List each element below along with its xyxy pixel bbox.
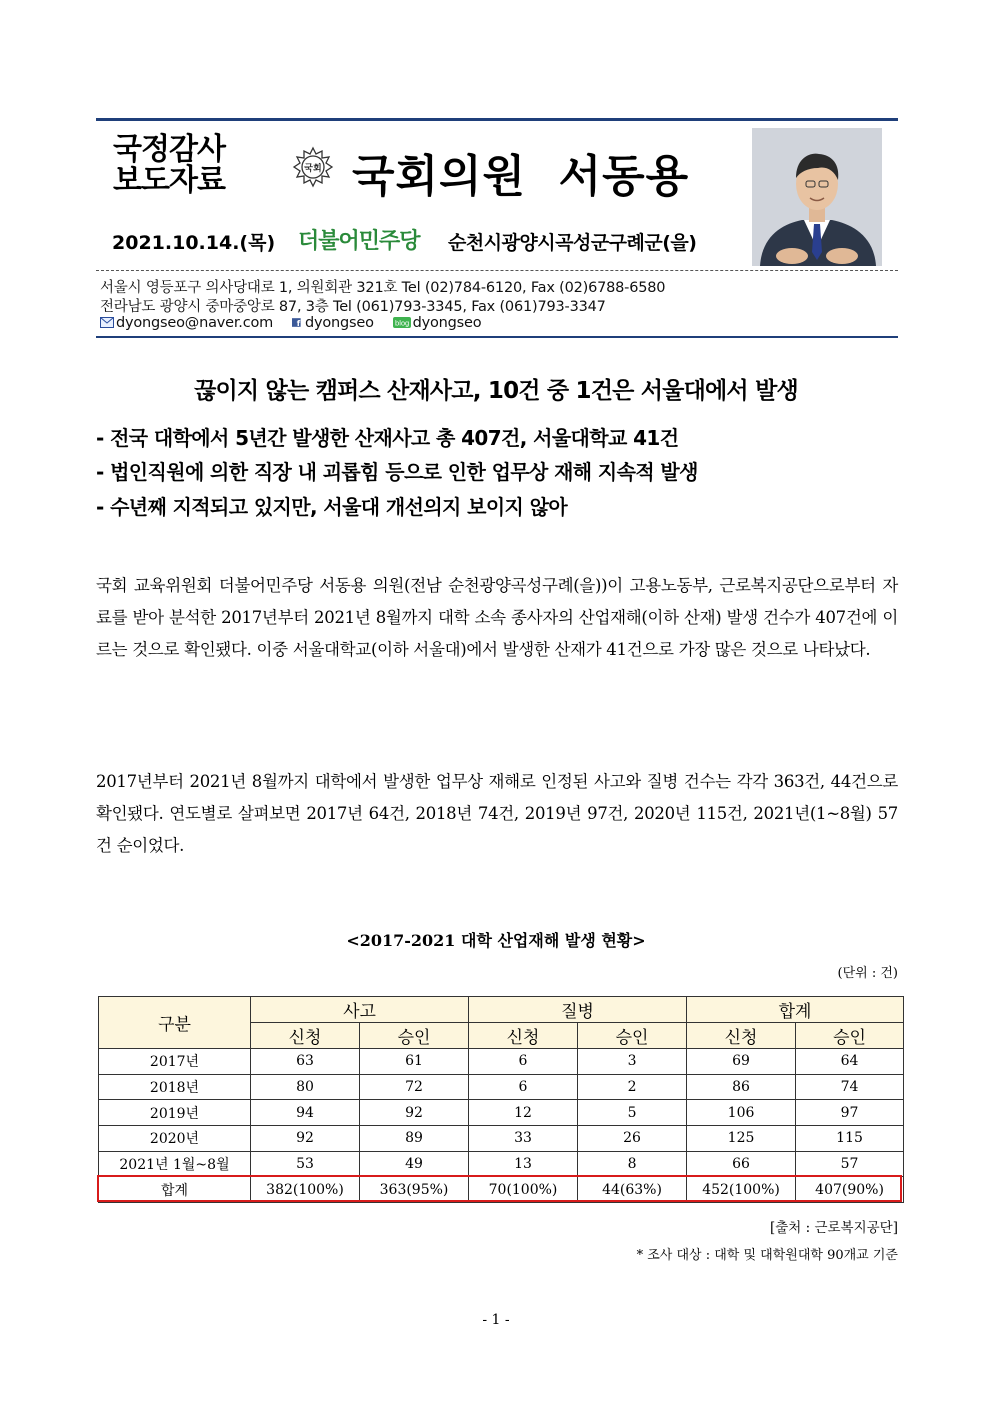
subheadline-3: - 수년째 지적되고 있지만, 서울대 개선의지 보이지 않아 bbox=[96, 495, 568, 519]
table-cell: 125 bbox=[687, 1126, 796, 1152]
total-row-highlight bbox=[97, 1175, 902, 1202]
industrial-accident-table bbox=[98, 996, 904, 1203]
top-rule bbox=[96, 118, 898, 121]
table-cell: 44(63%) bbox=[578, 1177, 687, 1203]
body-paragraph-1: 국회 교육위원회 더불어민주당 서동용 의원(전남 순천광양곡성구례(을))이 고용노동부, 근로복지공단으로부터 자료를 받아 분석한 2017년부터 2021년 8월까지 대학 소속 종사자의 산업재해(이하 산재) 발생 건수가 407건에 이르는 것으로 확인됐다. 이중 서울대학교(이하 서울대)에서 발생한 산재가 41건으로 가장 많은 것으로 나타났다. bbox=[96, 576, 898, 659]
page-number: - 1 - bbox=[482, 1312, 510, 1328]
member-portrait bbox=[752, 128, 882, 266]
table-cell: 5 bbox=[578, 1100, 687, 1126]
gwangyang-office-contact: 전라남도 광양시 중마중앙로 87, 3층 Tel (061)793-3345, Fax (061)793-3347 bbox=[100, 299, 606, 315]
seoul-office-contact: 서울시 영등포구 의사당대로 1, 의원회관 321호 Tel (02)784-6120, Fax (02)6788-6580 bbox=[100, 280, 666, 296]
table-cell: 49 bbox=[360, 1151, 469, 1177]
table-cell: 94 bbox=[251, 1100, 360, 1126]
subheadline-1: - 전국 대학에서 5년간 발생한 산재사고 총 407건, 서울대학교 41건 bbox=[96, 426, 679, 450]
table-cell: 2 bbox=[578, 1074, 687, 1100]
header-subcol: 승인 bbox=[796, 1023, 904, 1049]
facebook-handle[interactable]: dyongseo bbox=[304, 315, 374, 331]
table-cell: 80 bbox=[251, 1074, 360, 1100]
header-divider bbox=[96, 270, 898, 271]
header-subcol: 신청 bbox=[687, 1023, 796, 1049]
table-cell: 97 bbox=[796, 1100, 904, 1126]
table-cell: 74 bbox=[796, 1074, 904, 1100]
table-cell: 382(100%) bbox=[251, 1177, 360, 1203]
header-gubun: 구분 bbox=[99, 997, 251, 1049]
svg-text:f: f bbox=[296, 319, 300, 328]
blog-icon bbox=[393, 317, 411, 328]
row-label: 2021년 1월~8월 bbox=[99, 1151, 251, 1177]
table-row bbox=[99, 1049, 904, 1075]
header-group: 질병 bbox=[469, 997, 687, 1023]
row-label: 합계 bbox=[99, 1177, 251, 1203]
table-cell: 92 bbox=[251, 1126, 360, 1152]
table-cell: 452(100%) bbox=[687, 1177, 796, 1203]
email-address[interactable]: dyongseo@naver.com bbox=[116, 315, 274, 331]
table-cell: 8 bbox=[578, 1151, 687, 1177]
table-row bbox=[99, 1126, 904, 1152]
table-cell: 70(100%) bbox=[469, 1177, 578, 1203]
press-release-badge bbox=[113, 134, 225, 196]
table-row bbox=[99, 1100, 904, 1126]
social-contacts bbox=[100, 315, 481, 331]
header-subcol: 신청 bbox=[469, 1023, 578, 1049]
table-cell: 13 bbox=[469, 1151, 578, 1177]
subheadline-2: - 법인직원에 의한 직장 내 괴롭힘 등으로 인한 업무상 재해 지속적 발생 bbox=[96, 460, 698, 484]
table-cell: 53 bbox=[251, 1151, 360, 1177]
blog-handle[interactable]: dyongseo bbox=[412, 315, 482, 331]
national-assembly-emblem-icon bbox=[292, 146, 334, 188]
table-unit: (단위 : 건) bbox=[837, 966, 898, 981]
table-cell: 61 bbox=[360, 1049, 469, 1075]
table-cell: 92 bbox=[360, 1100, 469, 1126]
table-cell: 3 bbox=[578, 1049, 687, 1075]
table-cell: 6 bbox=[469, 1074, 578, 1100]
badge-line-2: 보도자료 bbox=[113, 163, 225, 198]
table-cell: 407(90%) bbox=[796, 1177, 904, 1203]
table-cell: 86 bbox=[687, 1074, 796, 1100]
table-cell: 57 bbox=[796, 1151, 904, 1177]
release-date: 2021.10.14.(목) bbox=[112, 232, 276, 254]
party-name: 더불어민주당 bbox=[298, 229, 420, 254]
table-row bbox=[99, 1151, 904, 1177]
table-source: [출처 : 근로복지공단] bbox=[770, 1220, 898, 1236]
table-cell: 26 bbox=[578, 1126, 687, 1152]
table-row bbox=[99, 1074, 904, 1100]
header-group: 합계 bbox=[687, 997, 904, 1023]
contact-bottom-rule bbox=[96, 336, 898, 338]
table-cell: 115 bbox=[796, 1126, 904, 1152]
row-label: 2017년 bbox=[99, 1049, 251, 1075]
facebook-icon bbox=[292, 317, 303, 328]
badge-line-1: 국정감사 bbox=[113, 132, 225, 167]
table-cell: 64 bbox=[796, 1049, 904, 1075]
table-cell: 6 bbox=[469, 1049, 578, 1075]
table-cell: 89 bbox=[360, 1126, 469, 1152]
table-cell: 106 bbox=[687, 1100, 796, 1126]
table-cell: 33 bbox=[469, 1126, 578, 1152]
header-subcol: 승인 bbox=[360, 1023, 469, 1049]
table-cell: 63 bbox=[251, 1049, 360, 1075]
table-header-row bbox=[99, 997, 904, 1023]
row-label: 2019년 bbox=[99, 1100, 251, 1126]
email-icon bbox=[100, 317, 114, 328]
row-label: 2018년 bbox=[99, 1074, 251, 1100]
body-paragraph-2: 2017년부터 2021년 8월까지 대학에서 발생한 업무상 재해로 인정된 사고와 질병 건수는 각각 363건, 44건으로 확인됐다. 연도별로 살펴보면 2017년 64건, 2018년 74건, 2019년 97건, 2020년 115건, 2021년(1~8월) 57건 순이었다. bbox=[96, 772, 898, 855]
member-title: 국회의원 서동용 bbox=[352, 151, 690, 202]
headline: 끊이지 않는 캠퍼스 산재사고, 10건 중 1건은 서울대에서 발생 bbox=[194, 378, 798, 404]
table-note: * 조사 대상 : 대학 및 대학원대학 90개교 기준 bbox=[636, 1248, 898, 1263]
table-title: <2017-2021 대학 산업재해 발생 현황> bbox=[346, 931, 646, 950]
table-cell: 12 bbox=[469, 1100, 578, 1126]
header-subcol: 승인 bbox=[578, 1023, 687, 1049]
table-cell: 72 bbox=[360, 1074, 469, 1100]
header-subcol: 신청 bbox=[251, 1023, 360, 1049]
row-label: 2020년 bbox=[99, 1126, 251, 1152]
header-group: 사고 bbox=[251, 997, 469, 1023]
district-name: 순천시광양시곡성군구례군(을) bbox=[448, 232, 697, 254]
table-cell: 69 bbox=[687, 1049, 796, 1075]
table-cell: 363(95%) bbox=[360, 1177, 469, 1203]
emblem-text: 국회 bbox=[304, 164, 322, 174]
blog-icon-text: blog bbox=[394, 319, 409, 328]
table-cell: 66 bbox=[687, 1151, 796, 1177]
